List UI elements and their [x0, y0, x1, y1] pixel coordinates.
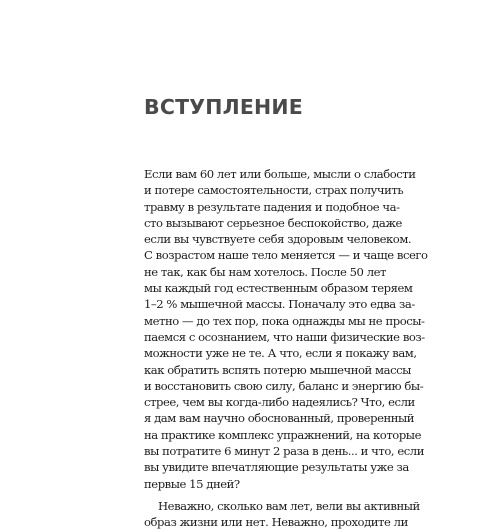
text-line: первые 15 дней? — [144, 476, 240, 491]
text-line: паемся с осознанием, что наши физические воз- — [144, 329, 425, 344]
text-line: сто вызывают серьезное беспокойство, даже — [144, 215, 402, 230]
text-line: вы потратите 6 минут 2 раза в день... и что, если — [144, 444, 424, 459]
paragraph-2 — [144, 498, 420, 531]
text-line: если вы чувствуете себя здоровым человеком. — [144, 232, 412, 247]
text-line: не так, как бы нам хотелось. После 50 лет — [144, 264, 386, 279]
text-line: Неважно, сколько вам лет, вели вы активный — [158, 498, 420, 513]
text-line: Если вам 60 лет или больше, мысли о слабости — [144, 167, 416, 181]
text-line: вы увидите впечатляющие результаты уже за — [144, 460, 409, 475]
text-line: травму в результате падения и подобное ча- — [144, 199, 400, 214]
text-line: метно — до тех пор, пока однажды мы не просы- — [144, 313, 425, 328]
text-line: С возрастом наше тело меняется — и чаще всего — [144, 248, 428, 263]
text-line: я дам вам научно обоснованный, проверенный — [144, 411, 415, 426]
text-line: и восстановить свою силу, баланс и энергию бы- — [144, 378, 424, 393]
body-text — [144, 166, 428, 531]
text-line: как обратить вспять потерю мышечной массы — [144, 362, 411, 377]
text-line: 1–2 % мышечной массы. Поначалу это едва за- — [144, 297, 415, 312]
text-line: можности уже не те. А что, если я покажу вам, — [144, 346, 417, 361]
chapter-title: ВСТУПЛЕНИЕ — [144, 95, 303, 119]
text-line: на практике комплекс упражнений, на которые — [144, 427, 421, 442]
text-line: мы каждый год естественным образом теряем — [144, 281, 413, 296]
text-line: и потере самостоятельности, страх получить — [144, 183, 404, 198]
text-line: образ жизни или нет. Неважно, проходите ли — [144, 515, 408, 530]
paragraph-1 — [144, 166, 428, 492]
text-line: стрее, чем вы когда-либо надеялись? Что, если — [144, 395, 415, 410]
